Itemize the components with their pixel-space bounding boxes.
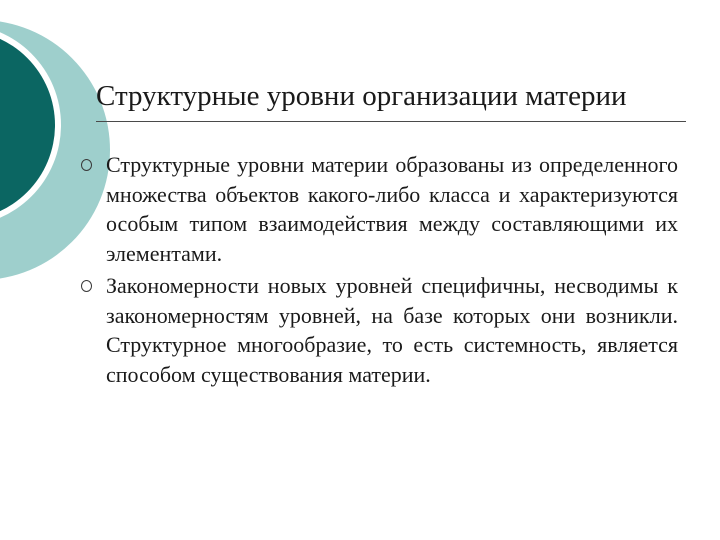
bullet-text-2: Закономерности новых уровней специфичны, несводимы к закономерностям уровней, на базе которых они возникли. Структурное многообразие, то есть системность, является способом существования материи.	[106, 273, 678, 387]
hollow-circle-bullet-icon	[81, 159, 92, 171]
title-underline	[96, 121, 686, 122]
slide-title: Структурные уровни организации материи	[96, 80, 627, 112]
hollow-circle-bullet-icon	[81, 280, 92, 292]
bullet-item-1	[80, 150, 678, 268]
bullet-text-1: Структурные уровни материи образованы из определенного множества объектов какого-либо класса и характеризуются особым типом взаимодействия между составляющими их элементами.	[106, 152, 678, 266]
bullet-item-2	[80, 271, 678, 389]
bullet-list	[80, 150, 678, 392]
